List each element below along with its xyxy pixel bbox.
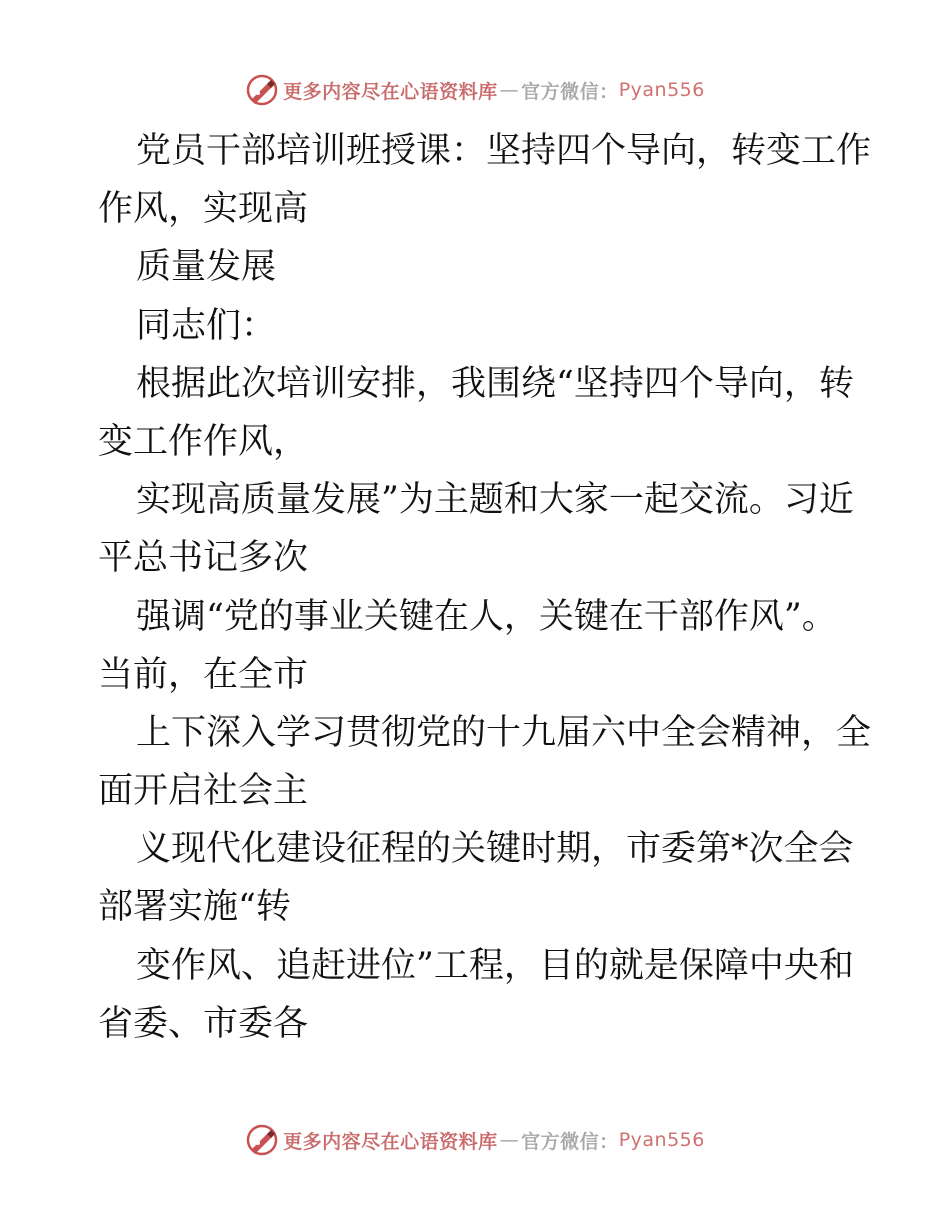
document-title-line-1: 党员干部培训班授课：坚持四个导向，转变工作: [136, 131, 872, 171]
header-banner-content: [245, 73, 705, 107]
pen-logo-icon: [245, 73, 279, 107]
document-text-line: 强调“党的事业关键在人，关键在干部作风”。: [136, 596, 837, 637]
document-text-line: 上下深入学习贯彻党的十九届六中全会精神，全: [136, 712, 872, 753]
document-text-line: 省委、市委各: [98, 1003, 309, 1044]
document-text-line: 面开启社会主: [98, 771, 309, 812]
document-body: [98, 122, 872, 1053]
header-wechat-id: Pyan556: [618, 79, 705, 101]
document-salutation: 同志们：: [136, 305, 277, 346]
footer-banner-content: [245, 1123, 705, 1157]
footer-wechat-label: 官方微信：: [521, 1130, 619, 1153]
document-text-line: 义现代化建设征程的关键时期，市委第*次全会: [136, 829, 854, 870]
document-text-line: 平总书记多次: [98, 538, 309, 579]
footer-banner-separator: —: [499, 1129, 520, 1151]
footer-banner-text: 更多内容尽在心语资料库: [283, 1130, 498, 1153]
document-text-line: 根据此次培训安排，我围绕“坚持四个导向，转: [136, 363, 854, 404]
document-title-line-2: 作风，实现高: [98, 189, 309, 230]
header-wechat-label: 官方微信：: [521, 80, 619, 103]
document-text-line: 当前，在全市: [98, 654, 309, 695]
header-banner-separator: —: [499, 79, 520, 101]
header-banner: [0, 70, 950, 110]
document-text-line: 部署实施“转: [98, 887, 291, 928]
document-text-line: 变工作作风，: [98, 421, 309, 462]
pen-logo-icon: [245, 1123, 279, 1157]
document-text-line: 变作风、追赶进位”工程，目的就是保障中央和: [136, 945, 854, 986]
header-banner-text: 更多内容尽在心语资料库: [283, 80, 498, 103]
footer-banner: [0, 1120, 950, 1160]
footer-wechat-id: Pyan556: [618, 1129, 705, 1151]
document-text-line: 实现高质量发展”为主题和大家一起交流。习近: [136, 480, 854, 521]
document-title-line-3: 质量发展: [136, 247, 277, 288]
